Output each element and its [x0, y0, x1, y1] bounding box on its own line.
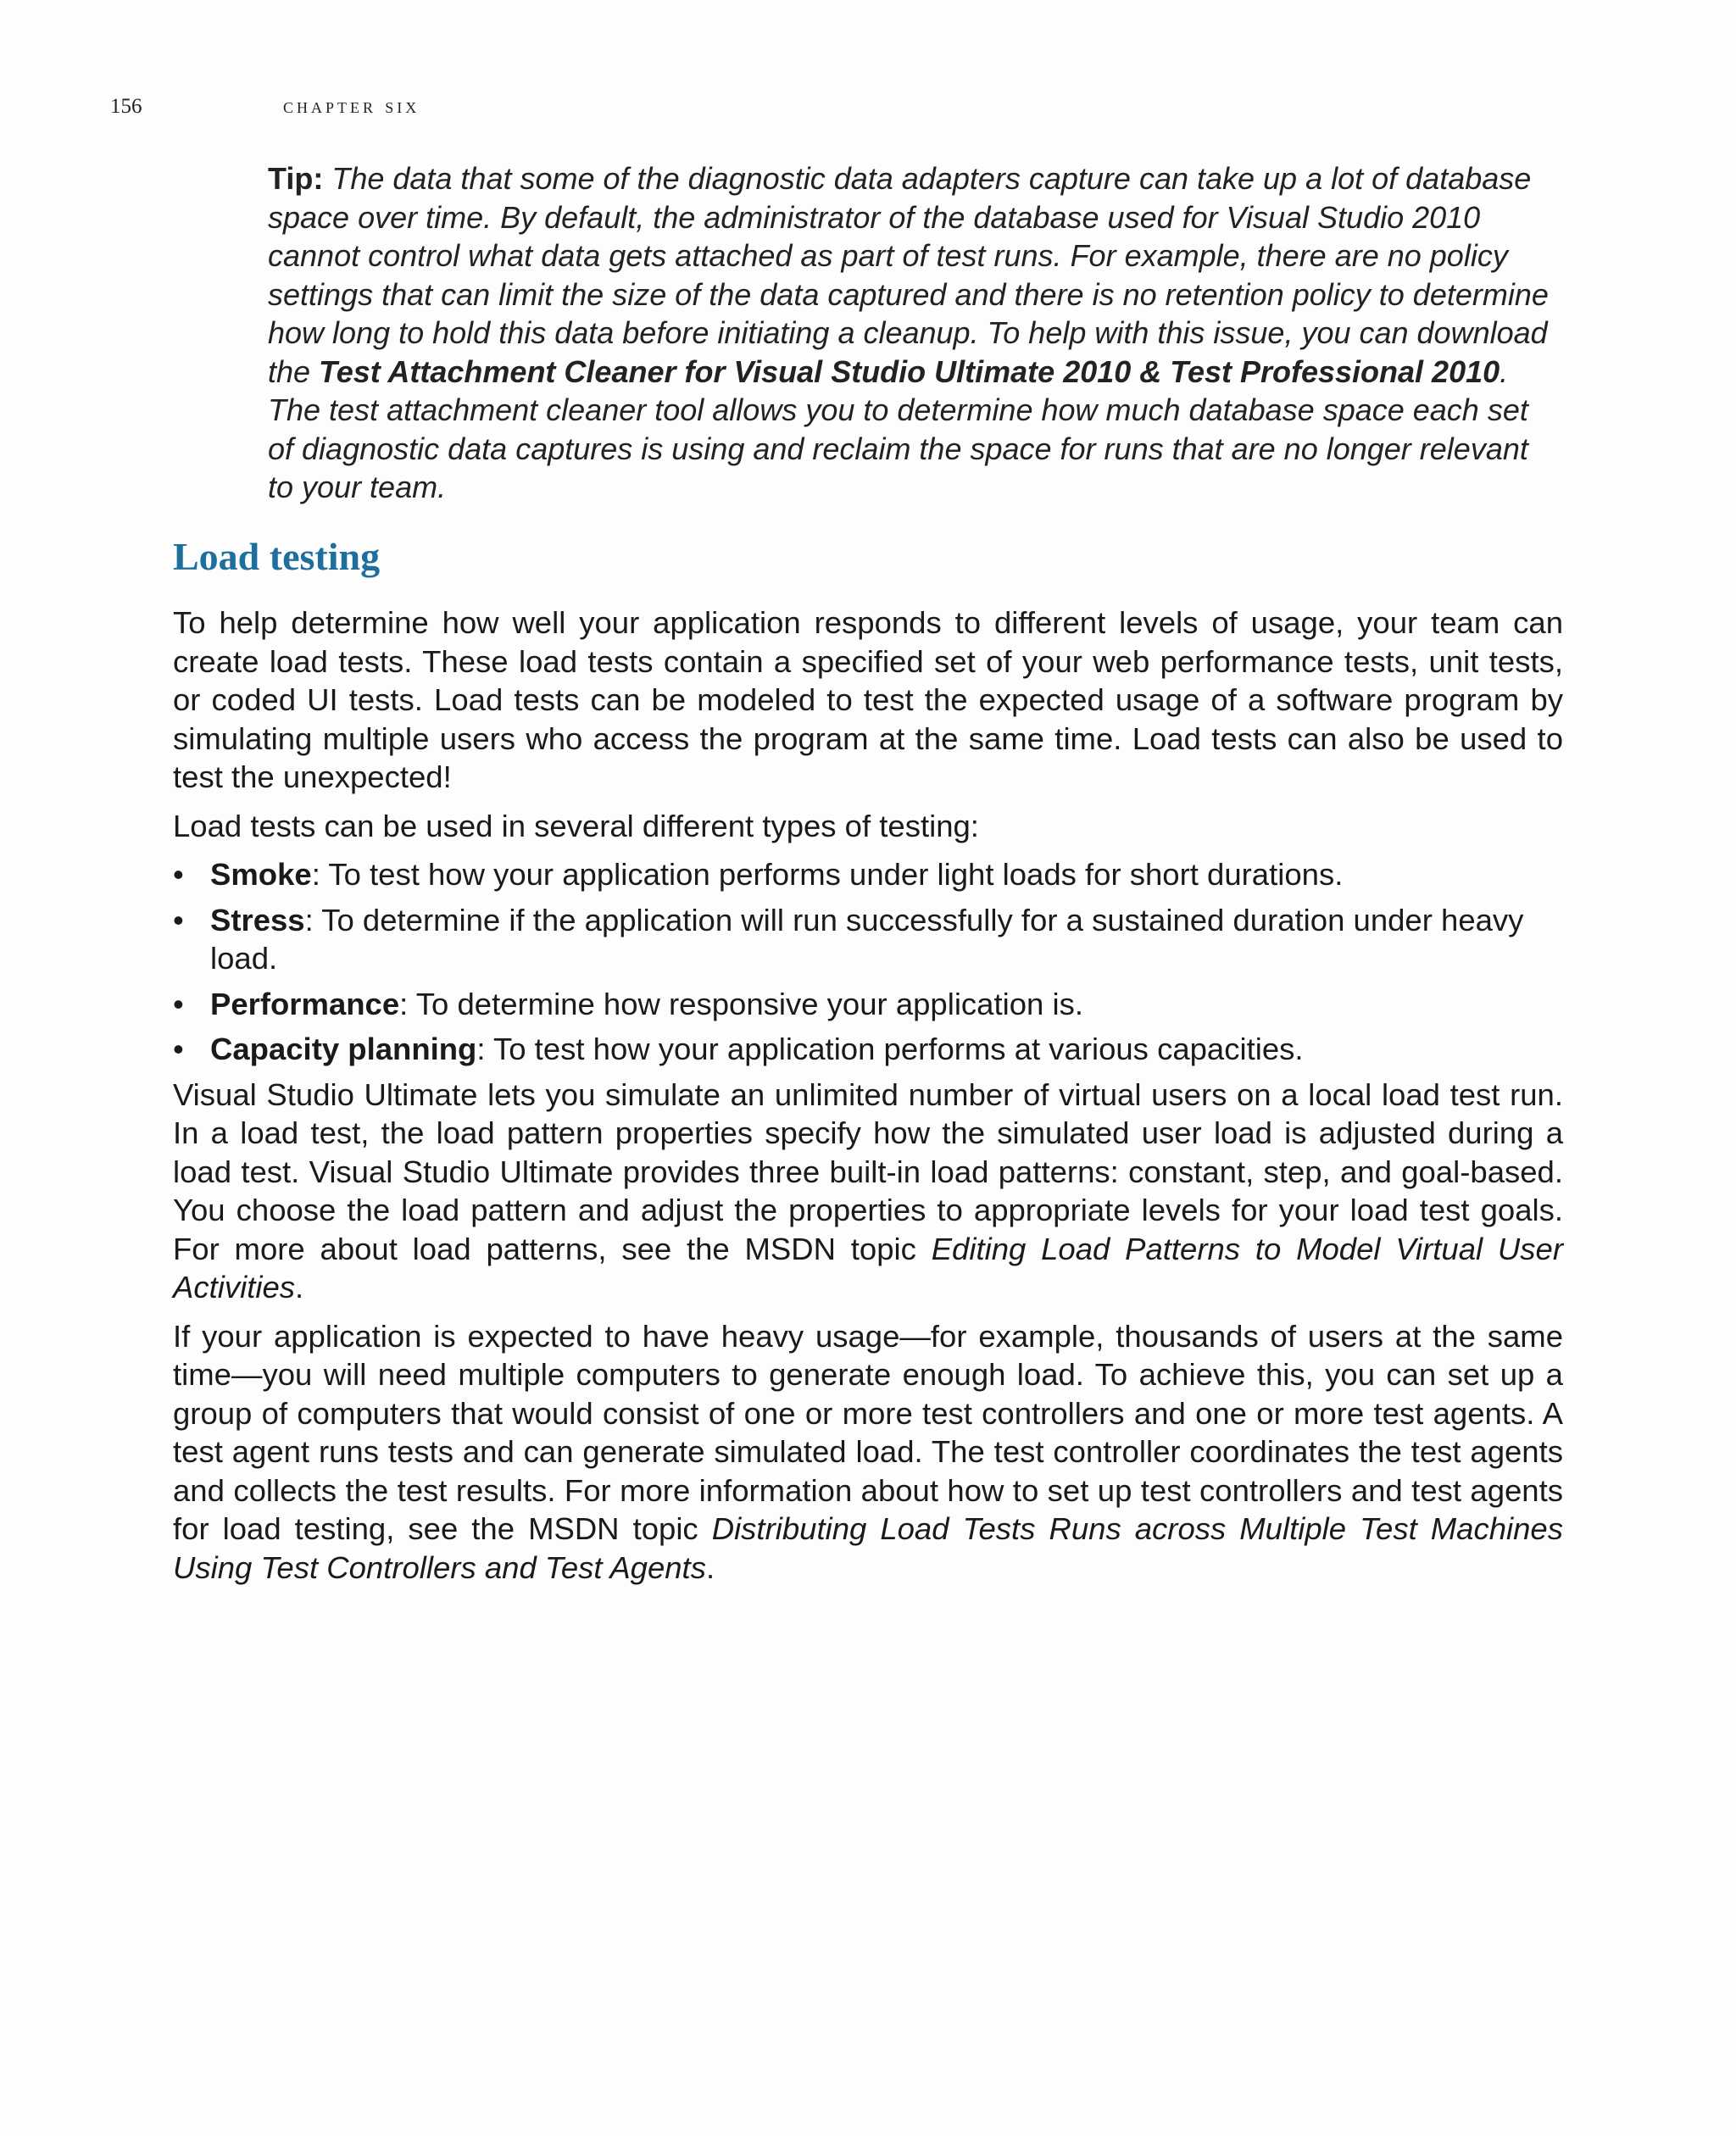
load-patterns-text: Visual Studio Ultimate lets you simulate an unlimited number of virtual users on a local load test run. In a load test, the load pattern properties specify how the simulated user load is adjusted during a load test. Visual Studio Ultimate provides three built-in load patterns: constant, step, and goal-based. You choose the load pattern and adjust the properties to appropriate levels for your load test goals. For more about load patterns, see the MSDN topic — [173, 1076, 1563, 1266]
tip-text-2: . The test attachment cleaner tool allows you to determine how much database space each set of diagnostic data captures is using and reclaim the space for runs that are no longer relevant to your team. — [268, 353, 1528, 504]
load-patterns-end: . — [295, 1270, 304, 1304]
list-item-desc: : To determine how responsive your application is. — [399, 986, 1083, 1021]
chapter-title: chapter six — [283, 95, 420, 118]
test-agents-topic-link: Distributing Load Tests Runs across Multiple Test Machines Using Test Controllers and Test Agents — [173, 1511, 1563, 1585]
list-item — [173, 855, 1563, 894]
page-number: 156 — [110, 95, 142, 118]
list-item — [173, 901, 1563, 978]
list-item-term: Stress — [210, 902, 305, 937]
list-item-desc: : To test how your application performs under light loads for short durations. — [311, 857, 1344, 892]
bullet-icon: • — [173, 857, 184, 892]
list-item-term: Performance — [210, 986, 400, 1021]
test-agents-text: If your application is expected to have heavy usage—for example, thousands of users at the same time—you will need multiple computers to generate enough load. To achieve this, you can set up a group of computers that would consist of one or more test controllers and one or more test agents. A test agent runs tests and can generate simulated load. The test controller coordinates the test agents and collects the test results. For more information about how to set up test controllers and test agents for load testing, see the MSDN topic — [173, 1318, 1563, 1546]
bullet-icon: • — [173, 1032, 184, 1066]
tip-label: Tip: — [268, 161, 324, 196]
bullet-icon: • — [173, 986, 184, 1021]
list-item-desc: : To determine if the application will run successfully for a sustained duration under heavy load. — [210, 902, 1524, 976]
list-item-desc: : To test how your application performs at various capacities. — [476, 1032, 1304, 1066]
test-agents-paragraph — [173, 1317, 1563, 1588]
tip-box — [268, 159, 1556, 507]
testing-types-list — [173, 855, 1563, 1069]
bullet-icon: • — [173, 902, 184, 937]
list-item-term: Smoke — [210, 857, 312, 892]
tip-tool-name: Test Attachment Cleaner for Visual Studio Ultimate 2010 & Test Professional 2010 — [319, 353, 1500, 389]
list-item — [173, 1030, 1563, 1069]
intro-paragraph: To help determine how well your application responds to different levels of usage, your team can create load tests. These load tests contain a specified set of your web performance tests, unit tests, or coded UI tests. Load tests can be modeled to test the expected usage of a software program by simulating multiple users who access the program at the same time. Load tests can also be used to test the unexpected! — [173, 605, 1563, 794]
list-item-term: Capacity planning — [210, 1032, 477, 1066]
section-heading: Load testing — [173, 535, 381, 578]
load-patterns-paragraph — [173, 1076, 1563, 1307]
types-lead-paragraph: Load tests can be used in several different types of testing: — [173, 808, 979, 843]
section-body — [173, 604, 1563, 1597]
load-patterns-topic-link: Editing Load Patterns to Model Virtual User Activities — [173, 1231, 1563, 1304]
list-item — [173, 985, 1563, 1024]
tip-text-1: The data that some of the diagnostic data adapters capture can take up a lot of database space over time. By default, the administrator of the database used for Visual Studio 2010 cannot control what data gets attached as part of test runs. For example, there are no policy settings that can limit the size of the data captured and there is no retention policy to determine how long to hold this data before initiating a cleanup. To help with this issue, you can download the — [268, 161, 1549, 389]
running-head — [110, 95, 1636, 129]
test-agents-end: . — [705, 1549, 715, 1585]
